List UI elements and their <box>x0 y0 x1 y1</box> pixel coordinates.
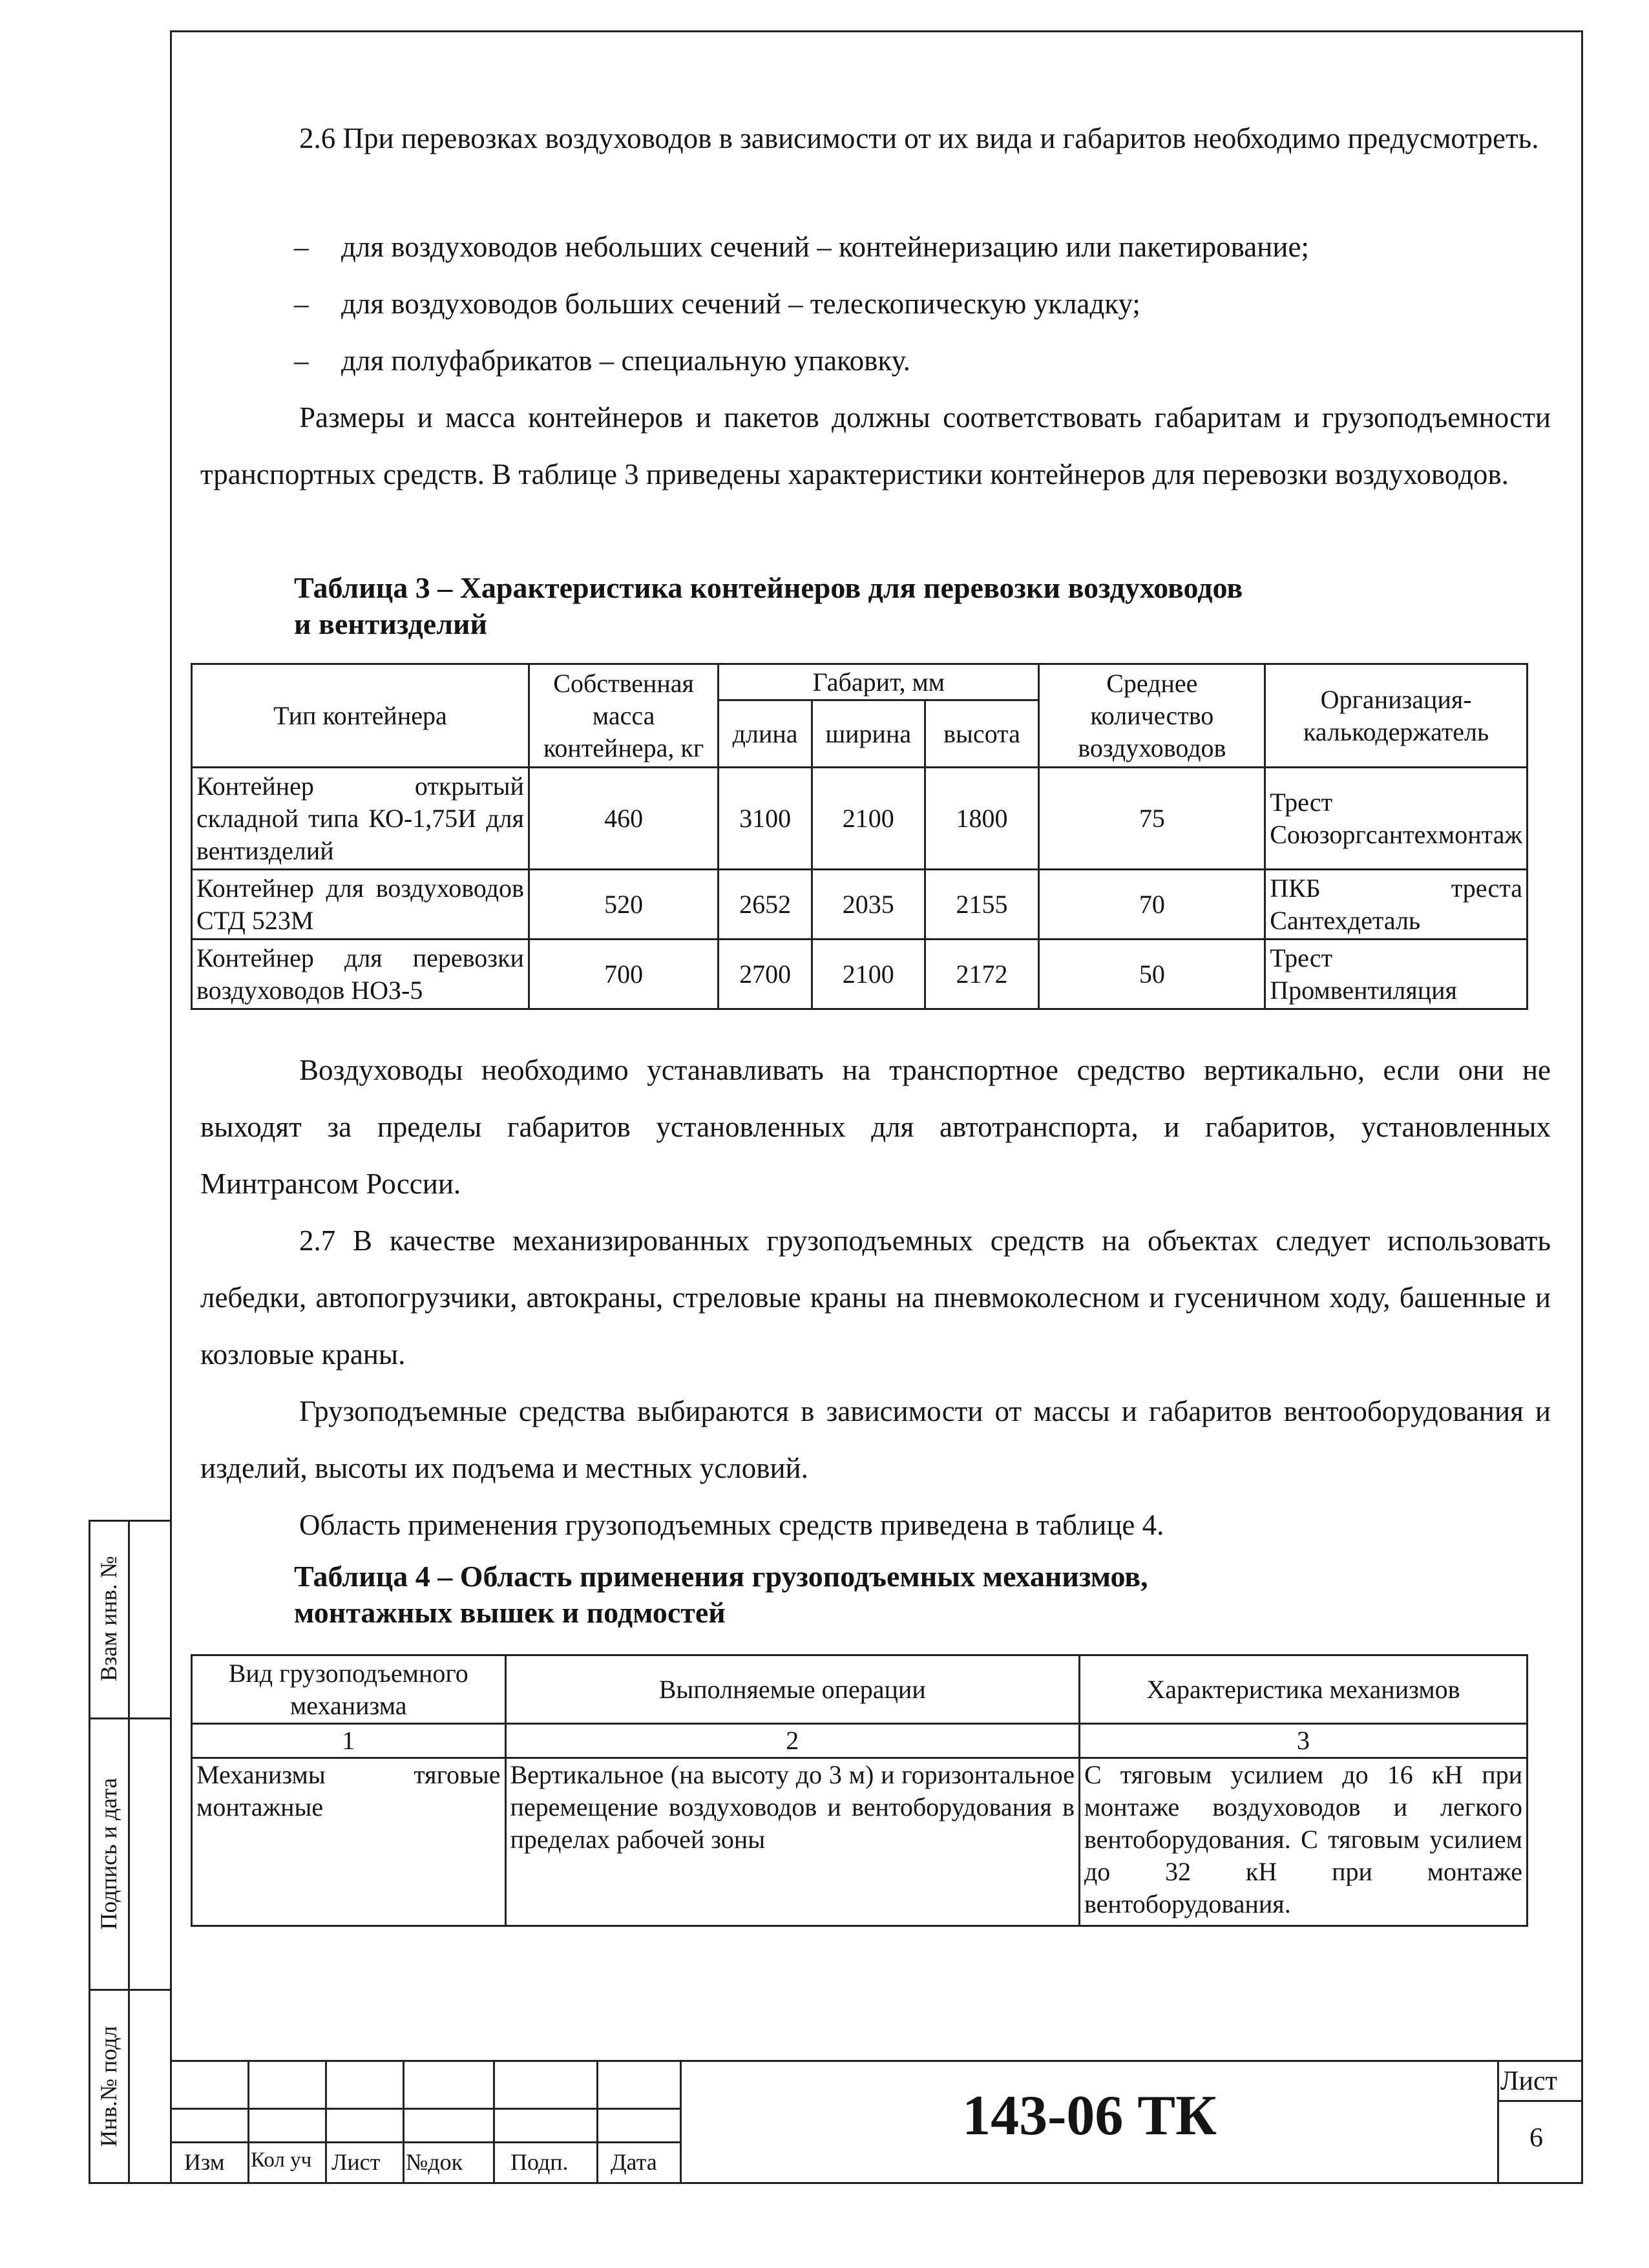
cell-width: 2100 <box>812 940 925 1009</box>
cell-length: 2700 <box>719 940 812 1009</box>
table3-header-length: длина <box>719 700 812 768</box>
cell-mechanism: Механизмы тяговые монтажные <box>192 1758 506 1926</box>
cell-mass: 520 <box>529 870 718 940</box>
cell-height: 2155 <box>925 870 1039 940</box>
cell-type: Контейнер открытый складной типа КО-1,75И для вентизделий <box>192 768 529 870</box>
cell-avg: 50 <box>1039 940 1265 1009</box>
side-label-vzam: Взам инв. № <box>96 1556 121 1681</box>
table4-col-number: 1 <box>192 1724 506 1758</box>
sheet-label: Лист <box>1500 2066 1557 2096</box>
bullet-text: для воздуховодов больших сечений – телескопическую укладку; <box>341 288 1140 320</box>
title-block-col <box>493 2060 495 2184</box>
bullet-3 <box>294 332 1522 389</box>
cell-mass: 460 <box>529 768 718 870</box>
table4-col-number: 3 <box>1079 1724 1527 1758</box>
title-block-sheet-divider <box>1497 2100 1583 2102</box>
title-block-row <box>170 2141 682 2143</box>
cell-org: ПКБ треста Сантехдеталь <box>1265 870 1528 940</box>
table4-col-number: 2 <box>505 1724 1079 1758</box>
title-block-col <box>596 2060 598 2184</box>
bullet-dash: – <box>294 288 309 320</box>
table4-header-operations: Выполняемые операции <box>505 1655 1079 1724</box>
bullet-2 <box>294 275 1522 332</box>
side-label-inv: Инв.№ подл <box>96 2026 121 2147</box>
table3-header-avg: Среднее количество воздуховодов <box>1039 664 1265 768</box>
title-block-col <box>325 2060 327 2184</box>
cell-org: Трест Промвентиляция <box>1265 940 1528 1009</box>
side-label-podpis: Подпись и дата <box>96 1778 121 1930</box>
table4-header-characteristics: Характеристика механизмов <box>1079 1655 1527 1724</box>
cell-width: 2100 <box>812 768 925 870</box>
title-block-label-ndok: №док <box>406 2149 463 2175</box>
table3-header-mass: Собственная масса контейнера, кг <box>529 664 718 768</box>
table3-caption-line2: и вентизделий <box>294 607 488 640</box>
cell-mass: 700 <box>529 940 718 1009</box>
paragraph-2-6: 2.6 При перевозках воздуховодов в зависимости от их вида и габаритов необходимо предусмотреть. <box>299 122 1539 154</box>
title-block-label-podp: Подп. <box>510 2149 569 2175</box>
cell-type: Контейнер для воздуховодов СТД 523М <box>192 870 529 940</box>
table4-caption <box>294 1559 1522 1631</box>
title-block-label-list: Лист <box>331 2149 381 2175</box>
title-block-col <box>247 2060 249 2184</box>
table3 <box>191 663 1528 1010</box>
table-row <box>192 768 1528 870</box>
table3-header-dims: Габарит, мм <box>719 664 1039 700</box>
paragraph-2-7: 2.7 В качестве механизированных грузоподъемных средств на объектах следует использовать лебедки, автопогрузчики, автокраны, стреловые краны на пневмоколесном и гусеничном ходу, башенные и козловые краны. <box>200 1224 1551 1370</box>
title-block-row <box>170 2108 682 2110</box>
cell-length: 3100 <box>719 768 812 870</box>
cell-org: Трест Союзоргсантехмонтаж <box>1265 768 1528 870</box>
table4-caption-line2: монтажных вышек и подмостей <box>294 1596 726 1629</box>
table4-caption-line1: Таблица 4 – Область применения грузоподъемных механизмов, <box>294 1560 1148 1593</box>
cell-width: 2035 <box>812 870 925 940</box>
paragraph-vertical: Воздуховоды необходимо устанавливать на транспортное средство вертикально, если они не выходят за пределы габаритов установленных для автотранспорта, и габаритов, установленных Минтрансом России. <box>200 1054 1551 1200</box>
paragraph-sizes: Размеры и масса контейнеров и пакетов должны соответствовать габаритам и грузоподъемности транспортных средств. В таблице 3 приведены характеристики контейнеров для перевозки воздуховодов. <box>200 401 1551 490</box>
cell-height: 2172 <box>925 940 1039 1009</box>
paragraph-lifting: Грузоподъемные средства выбираются в зависимости от массы и габаритов вентооборудования и изделий, высоты их подъема и местных условий. <box>200 1395 1551 1484</box>
cell-avg: 70 <box>1039 870 1265 940</box>
table3-caption <box>294 570 1522 642</box>
bullet-1 <box>294 218 1522 275</box>
title-block-label-data: Дата <box>611 2149 657 2175</box>
title-block-label-kol: Кол уч <box>251 2148 312 2172</box>
cell-characteristics: С тяговым усилием до 16 кН при монтаже воздуховодов и легкого вентоборудования. С тяговым усилием до 32 кН при монтаже вентоборудования. <box>1079 1758 1527 1926</box>
table3-header-org: Организация-калькодержатель <box>1265 664 1528 768</box>
sheet-number: 6 <box>1529 2123 1543 2153</box>
bullet-text: для воздуховодов небольших сечений – контейнеризацию или пакетирование; <box>341 231 1309 263</box>
table3-header-type: Тип контейнера <box>192 664 529 768</box>
bullet-text: для полуфабрикатов – специальную упаковку. <box>341 344 910 377</box>
table3-header-width: ширина <box>812 700 925 768</box>
cell-type: Контейнер для перевозки воздуховодов НОЗ-5 <box>192 940 529 1009</box>
cell-operations: Вертикальное (на высоту до 3 м) и горизонтальное перемещение воздуховодов и вентоборудования в пределах рабочей зоны <box>505 1758 1079 1926</box>
table4-header-type: Вид грузоподъемного механизма <box>192 1655 506 1724</box>
title-block-label-izm: Изм <box>184 2149 225 2175</box>
bullet-dash: – <box>294 344 309 377</box>
document-code: 143-06 ТК <box>962 2084 1217 2147</box>
cell-length: 2652 <box>719 870 812 940</box>
table3-caption-line1: Таблица 3 – Характеристика контейнеров для перевозки воздуховодов <box>294 571 1243 604</box>
cell-avg: 75 <box>1039 768 1265 870</box>
table4 <box>191 1654 1528 1927</box>
paragraph-area: Область применения грузоподъемных средств приведена в таблице 4. <box>299 1509 1164 1541</box>
table-row <box>192 940 1528 1009</box>
table-row <box>192 870 1528 940</box>
title-block-col <box>403 2060 404 2184</box>
cell-height: 1800 <box>925 768 1039 870</box>
bullet-dash: – <box>294 231 309 263</box>
table3-header-height: высота <box>925 700 1039 768</box>
table-row <box>192 1758 1528 1926</box>
